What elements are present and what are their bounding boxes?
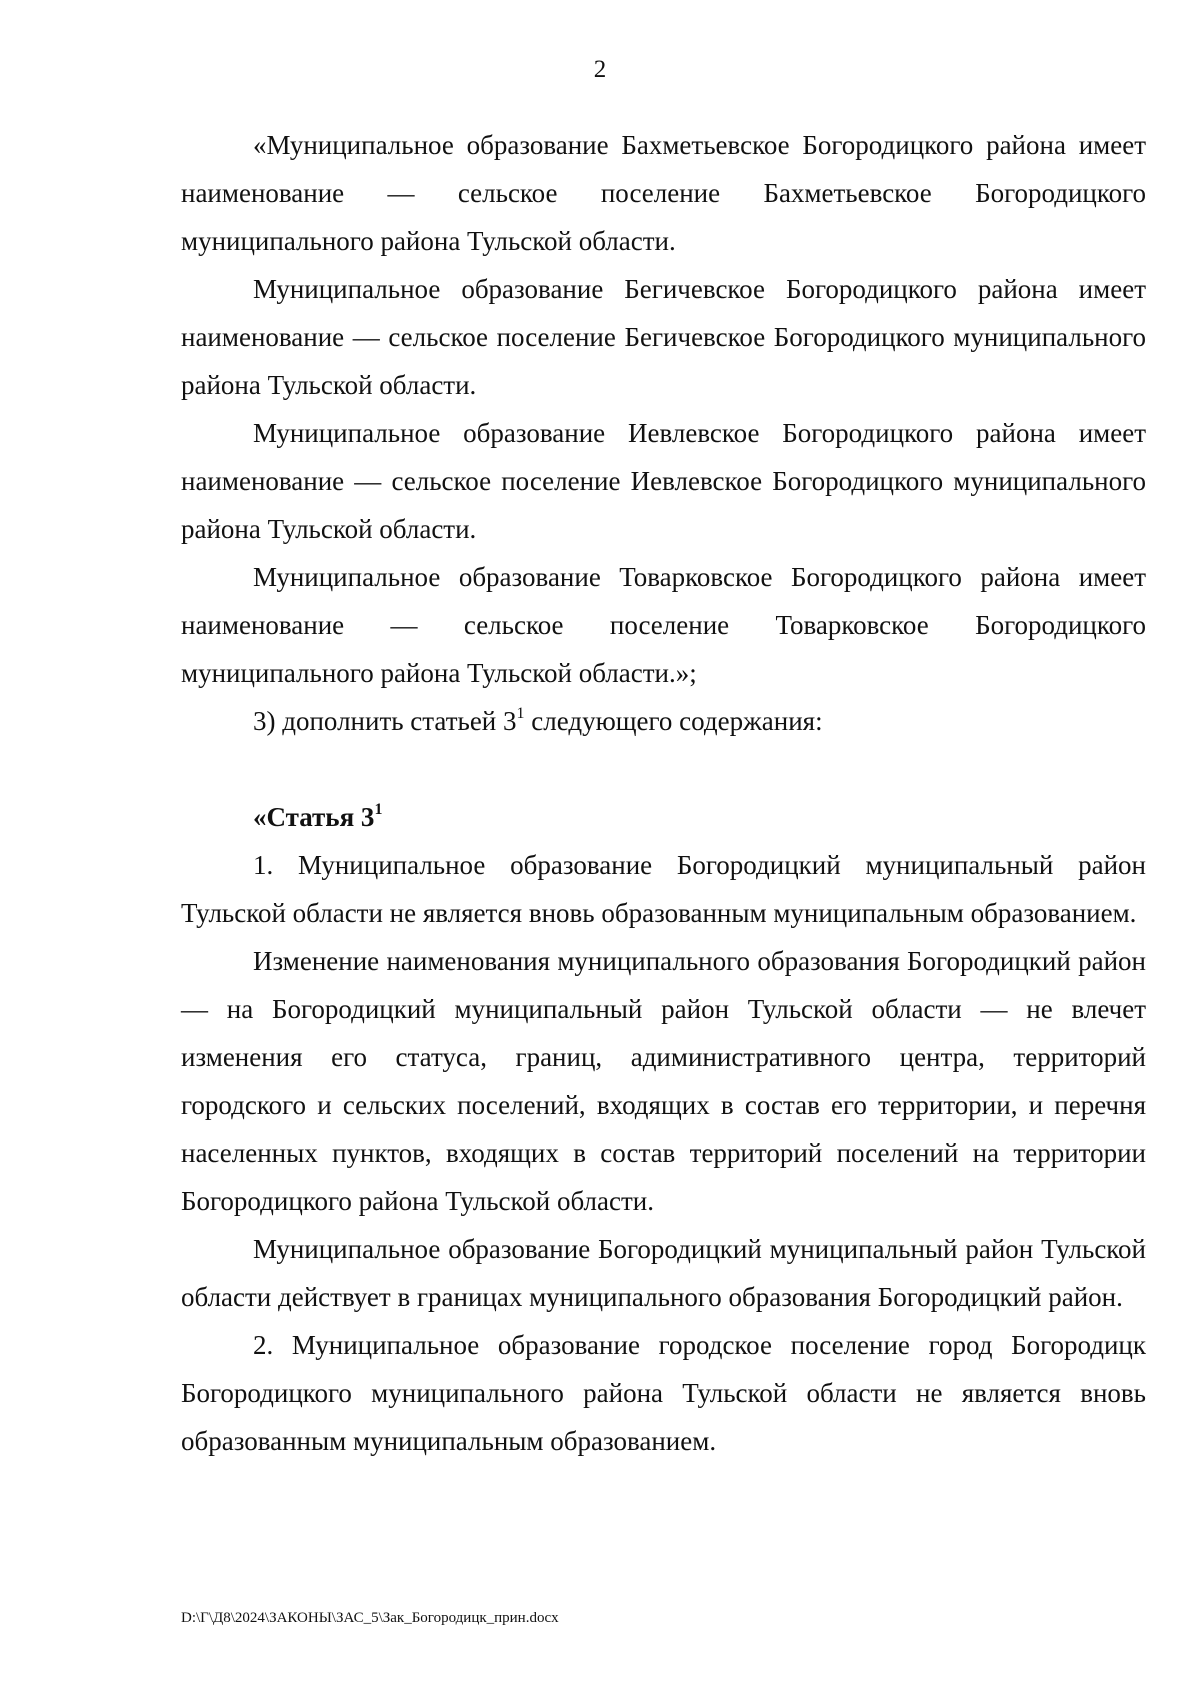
- article-heading-text: «Статья 3: [253, 802, 375, 832]
- amendment-item-3: [181, 697, 1146, 745]
- amendment-text-after: следующего содержания:: [524, 706, 823, 736]
- amendment-text-before: 3) дополнить статьей 3: [253, 706, 517, 736]
- paragraph-ievlevskoe: Муниципальное образование Иевлевское Богородицкого района имеет наименование — сельское поселение Иевлевское Богородицкого муниципального района Тульской области.: [181, 418, 1146, 544]
- spacer: [181, 745, 1146, 793]
- paragraph-begichevskoe: Муниципальное образование Бегичевское Богородицкого района имеет наименование — сельское поселение Бегичевское Богородицкого муниципального района Тульской области.: [181, 274, 1146, 400]
- article-paragraph-1: 1. Муниципальное образование Богородицкий муниципальный район Тульской области не является вновь образованным муниципальным образованием.: [181, 850, 1146, 928]
- article-paragraph-boundaries: Муниципальное образование Богородицкий муниципальный район Тульской области действует в границах муниципального образования Богородицкий район.: [181, 1234, 1146, 1312]
- amendment-superscript: 1: [516, 705, 525, 722]
- article-heading: [181, 793, 1146, 841]
- article-paragraph-2: 2. Муниципальное образование городское поселение город Богородицк Богородицкого муниципального района Тульской области не является вновь образованным муниципальным образованием.: [181, 1330, 1146, 1456]
- article-paragraph-name-change: Изменение наименования муниципального образования Богородицкий район — на Богородицкий муниципальный район Тульской области — не влечет изменения его статуса, границ, адиминистративного центра, территорий городского и сельских поселений, входящих в состав его территории, и перечня населенных пунктов, входящих в состав территорий поселений на территории Богородицкого района Тульской области.: [181, 946, 1146, 1216]
- page-number: 2: [593, 56, 607, 83]
- paragraph-tovarkovskoe: Муниципальное образование Товарковское Богородицкого района имеет наименование — сельское поселение Товарковское Богородицкого муниципального района Тульской области.»;: [181, 562, 1146, 688]
- file-path-footer: D:\Г\Д8\2024\ЗАКОНЫ\ЗАС_5\Зак_Богородицк_прин.docx: [181, 1610, 559, 1626]
- document-body: [181, 121, 1146, 1465]
- paragraph-bakhmetevskoe: «Муниципальное образование Бахметьевское Богородицкого района имеет наименование — сельское поселение Бахметьевское Богородицкого муниципального района Тульской области.: [181, 130, 1146, 256]
- article-heading-superscript: 1: [374, 801, 383, 818]
